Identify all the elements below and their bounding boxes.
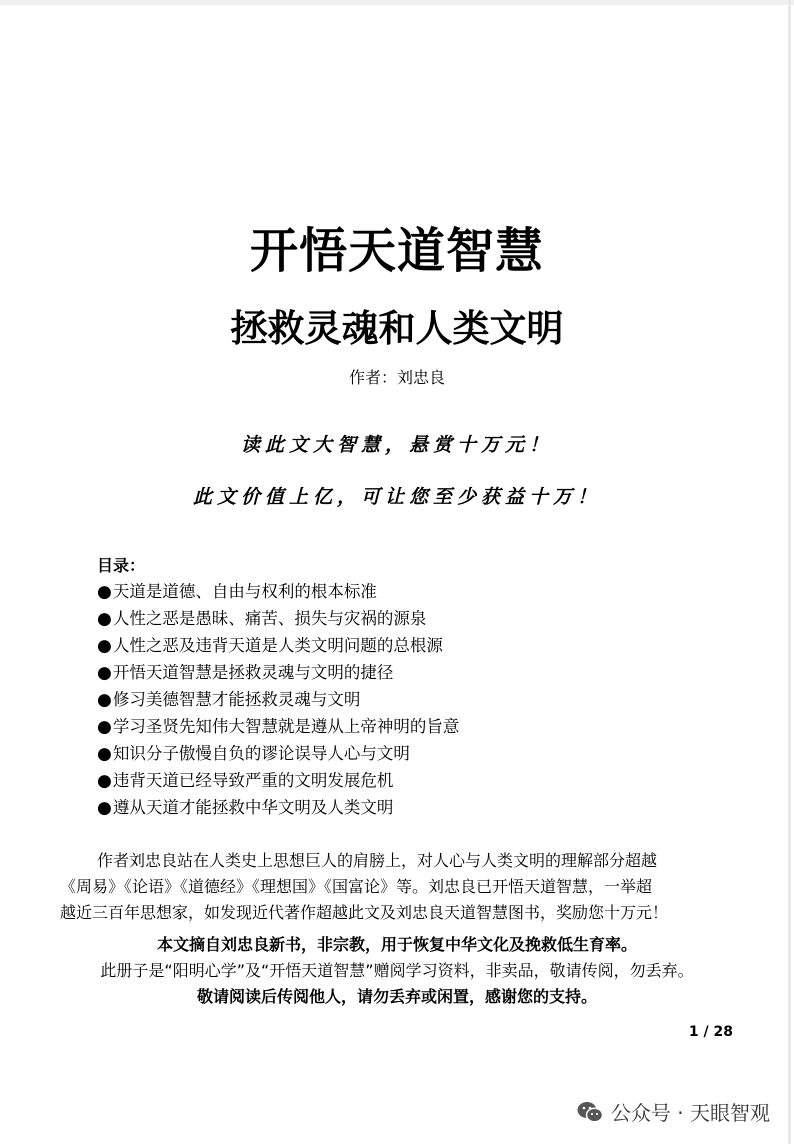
document-title: 开悟天道智慧 [249,223,544,279]
bullet-icon: ● [97,798,112,818]
bullet-icon: ● [97,663,112,683]
toc-item [97,794,459,821]
paragraph-line: 《周易》《论语》《道德经》《理想国》《国富论》等。刘忠良已开悟天道智慧，一举超 [60,877,653,896]
slogan-reward: 读此文大智慧，悬赏十万元！ [240,434,553,456]
bullet-icon: ● [97,744,112,764]
paragraph-line: 作者刘忠良站在人类史上思想巨人的肩膀上，对人心与人类文明的理解部分超越 [97,851,658,870]
table-of-contents [97,578,459,821]
watermark-text: 公众号 · 天眼智观 [610,1101,770,1125]
toc-item-text: 修习美德智慧才能拯救灵魂与文明 [112,690,361,709]
toc-heading: 目录： [97,556,146,575]
toc-item-text: 违背天道已经导致严重的文明发展危机 [112,771,394,790]
toc-item-text: 人性之恶是愚昧、痛苦、损失与灾祸的源泉 [112,609,427,628]
bullet-icon: ● [97,717,112,737]
free-copy-notice: 此册子是“阳明心学”及“开悟天道智慧”赠阅学习资料，非卖品，敬请传阅，勿丢弃。 [100,961,694,980]
page-number: 1 / 28 [688,1024,733,1040]
toc-item [97,767,459,794]
closing-notice: 敬请阅读后传阅他人，请勿丢弃或闲置，感谢您的支持。 [196,987,597,1006]
toc-item [97,578,459,605]
toc-item-text: 学习圣贤先知伟大智慧就是遵从上帝神明的旨意 [112,717,460,736]
toc-item-text: 遵从天道才能拯救中华文明及人类文明 [112,798,394,817]
toc-item [97,659,459,686]
toc-item-text: 知识分子傲慢自负的谬论误导人心与文明 [112,744,410,763]
bullet-icon: ● [97,609,112,629]
toc-item-text: 开悟天道智慧是拯救灵魂与文明的捷径 [112,663,394,682]
toc-item [97,605,459,632]
watermark [577,1097,770,1126]
bullet-icon: ● [97,636,112,656]
toc-item [97,713,459,740]
bullet-icon: ● [97,582,112,602]
slogan-value: 此文价值上亿，可让您至少获益十万！ [192,486,601,508]
toc-item [97,632,459,659]
author-line: 作者：刘忠良 [348,368,445,387]
toc-item [97,740,459,767]
bullet-icon: ● [97,771,112,791]
author-intro-paragraph [60,848,733,926]
document-subtitle: 拯救灵魂和人类文明 [230,306,564,350]
toc-item-text: 人性之恶及违背天道是人类文明问题的总根源 [112,636,443,655]
bullet-icon: ● [97,690,112,710]
book-excerpt-notice: 本文摘自刘忠良新书，非宗教，用于恢复中华文化及挽救低生育率。 [156,935,637,954]
toc-item-text: 天道是道德、自由与权利的根本标准 [112,582,377,601]
paragraph-line: 越近三百年思想家，如发现近代著作超越此文及刘忠良天道智慧图书，奖励您十万元！ [60,903,669,922]
toc-item [97,686,459,713]
wechat-icon [577,1101,603,1123]
